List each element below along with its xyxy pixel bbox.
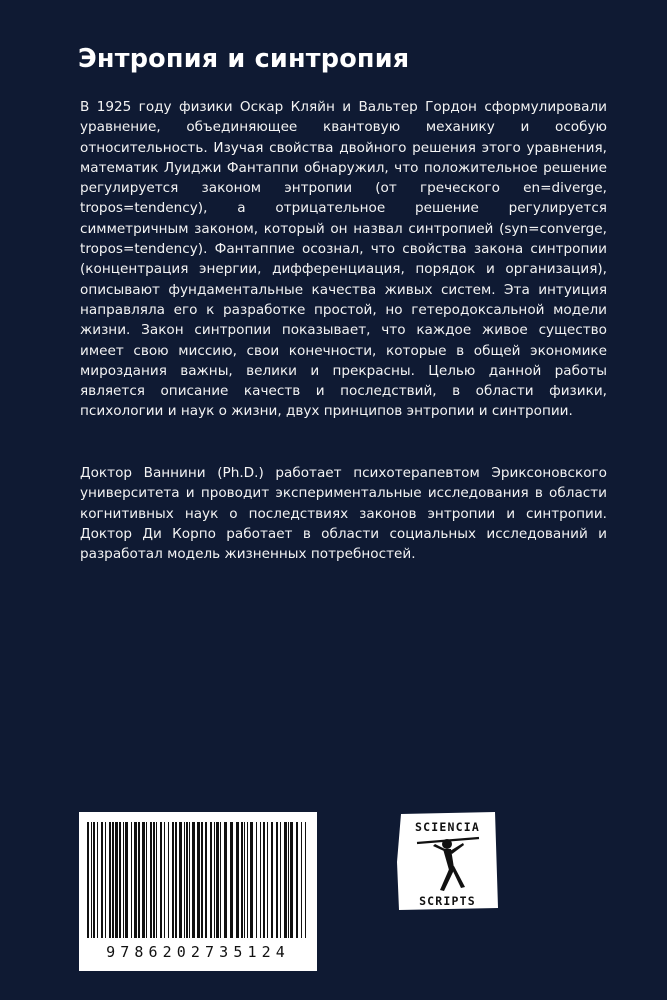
barcode-bar: [244, 822, 245, 938]
barcode-bar: [97, 822, 98, 938]
barcode-bar: [156, 822, 157, 938]
barcode-bar: [280, 822, 281, 938]
barcode-bar: [305, 822, 306, 938]
barcode-bar: [290, 822, 293, 938]
barcode-bar: [142, 822, 145, 938]
barcode-bar: [172, 822, 174, 938]
barcode-bar: [192, 822, 195, 938]
barcode-bar: [276, 822, 278, 938]
barcode-bar: [160, 822, 162, 938]
barcode-bar: [220, 822, 221, 938]
barcode-bar: [288, 822, 289, 938]
authors-paragraph: Доктор Ваннини (Ph.D.) работает психотерапевтом Эриксоновского университета и проводит экспериментальные исследования в области когнитивных наук о последствиях законов энтропии и синтропии. Доктор Ди Корпо работает в области социальных исследований и разработал модель жизненных потребностей.: [80, 465, 607, 563]
barcode-bar: [146, 822, 147, 938]
barcode-bar: [112, 822, 114, 938]
barcode-bar: [101, 822, 103, 938]
barcode-bar: [236, 822, 239, 938]
publisher-name-bottom: SCRIPTS: [419, 894, 476, 908]
barcode-bar: [179, 822, 182, 938]
barcode-bar: [241, 822, 243, 938]
barcode-panel: [79, 812, 317, 971]
barcode-bar: [150, 822, 152, 938]
barcode-bar: [214, 822, 215, 938]
barcode-bar: [250, 822, 253, 938]
barcode-bar: [301, 822, 302, 938]
barcode-bar: [164, 822, 165, 938]
book-title: Энтропия и синтропия: [78, 44, 410, 74]
barcode-bar: [263, 822, 265, 938]
barcode-bar: [271, 822, 273, 938]
barcode-bar: [125, 822, 128, 938]
barcode-bar: [153, 822, 155, 938]
barcode-bar: [131, 822, 132, 938]
barcode-bar: [123, 822, 124, 938]
barcode-bar: [224, 822, 227, 938]
barcode-bar: [189, 822, 190, 938]
barcode-bar: [119, 822, 121, 938]
publisher-logo: [395, 812, 500, 912]
barcode-bar: [230, 822, 233, 938]
barcode-bar: [168, 822, 169, 938]
barcode-bar: [197, 822, 200, 938]
barcode-bar: [91, 822, 92, 938]
barcode-bar: [267, 822, 268, 938]
barcode-bar: [138, 822, 140, 938]
barcode-bar: [109, 822, 111, 938]
barcode-bar: [216, 822, 219, 938]
barcode-bar: [134, 822, 137, 938]
barcode-bar: [201, 822, 203, 938]
barcode-bar: [93, 822, 95, 938]
abstract-paragraph: В 1925 году физики Оскар Кляйн и Вальтер Гордон сформулировали уравнение, объединяющее квантовую механику и особую относительность. Изучая свойства двойного решения этого уравнения, математик Луиджи Фантаппи обнаружил, что положительное решение регулируется законом энтропии (от греческого en=diverge, tropos=tendency), а отрицательное решение регулируется симметричным законом, который он назвал синтропией (syn=converge, tropos=tendency). Фантаппие осознал, что свойства закона синтропии (концентрация энергии, дифференциация, порядок и организация), описывают фундаментальные качества живых систем. Эта интуиция направляла его к разработке простой, но гетеродоксальной модели жизни. Закон синтропии показывает, что каждое живое существо имеет свою миссию, свои конечности, которые в общей экономике мироздания важны, велики и прекрасны. Целью данной работы является описание качеств и последствий, в области физики, психологии и наук о жизни, двух принципов энтропии и синтропии.: [80, 99, 607, 420]
barcode-bar: [186, 822, 188, 938]
barcode-bar: [210, 822, 212, 938]
barcode-icon: [79, 812, 317, 942]
isbn-number: 9786202735124: [106, 943, 290, 961]
barcode-bar: [175, 822, 177, 938]
barcode-bar: [256, 822, 257, 938]
barcode-bar: [260, 822, 261, 938]
barcode-bar: [184, 822, 185, 938]
barcode-bar: [87, 822, 89, 938]
barcode-bar: [205, 822, 207, 938]
publisher-name-top: SCIENCIA: [415, 820, 480, 834]
walking-man-icon: [413, 834, 483, 894]
barcode-bar: [284, 822, 287, 938]
barcode-bar: [247, 822, 248, 938]
barcode-bar: [115, 822, 118, 938]
barcode-bar: [105, 822, 106, 938]
barcode-bar: [296, 822, 298, 938]
